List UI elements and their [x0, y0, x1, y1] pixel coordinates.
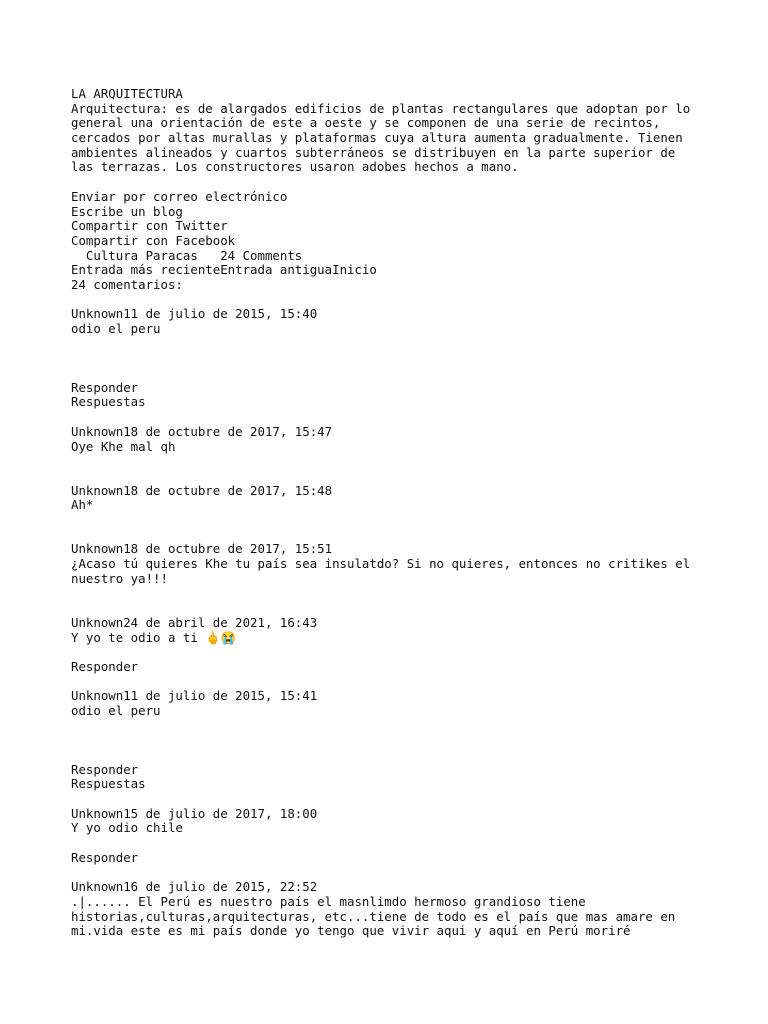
- share-twitter-link[interactable]: Compartir con Twitter: [71, 218, 228, 234]
- thread-reply-button[interactable]: Responder: [71, 849, 139, 865]
- share-email-link[interactable]: Enviar por correo electrónico: [71, 188, 288, 204]
- reply-text: Y yo odio chile: [71, 820, 183, 836]
- document-page: [71, 87, 711, 939]
- comment-text: historias,culturas,arquitecturas, etc...tiene de todo es el país que mas amare en: [71, 908, 676, 924]
- home-link[interactable]: Inicio: [332, 262, 377, 278]
- share-facebook-link[interactable]: Compartir con Facebook: [71, 232, 236, 248]
- reply-button[interactable]: Responder: [71, 379, 139, 395]
- comment-header: Unknown11 de julio de 2015, 15:40: [71, 306, 318, 322]
- spacer: [71, 586, 711, 615]
- spacer: [71, 645, 711, 660]
- replies-label: Respuestas: [71, 776, 146, 792]
- older-post-link[interactable]: Entrada antigua: [220, 262, 333, 278]
- reply-text: ¿Acaso tú quieres Khe tu país sea insulatdo? Si no quieres, entonces no critikes el: [71, 556, 691, 572]
- comments-count: 24 comentarios:: [71, 276, 183, 292]
- article-body-line: las terrazas. Los constructores usaron adobes hechos a mano.: [71, 159, 519, 175]
- reply-header: Unknown15 de julio de 2017, 18:00: [71, 805, 318, 821]
- reply-button[interactable]: Responder: [71, 761, 139, 777]
- comment-text: odio el peru: [71, 702, 161, 718]
- spacer: [71, 175, 711, 190]
- spacer: [71, 337, 711, 381]
- comment-text: odio el peru: [71, 321, 161, 336]
- spacer: [71, 513, 711, 542]
- reply-header: Unknown18 de octubre de 2017, 15:48: [71, 482, 333, 498]
- spacer: [71, 866, 711, 881]
- blog-pager: [71, 263, 711, 278]
- spacer: [71, 792, 711, 807]
- comment-text: mi.vida este es mi país donde yo tengo que vivir aqui y aquí en Perú moriré: [71, 923, 631, 939]
- spacer: [71, 293, 711, 308]
- spacer: [71, 675, 711, 690]
- spacer: [71, 836, 711, 851]
- reply-text: Ah*: [71, 497, 94, 513]
- share-blog-link[interactable]: Escribe un blog: [71, 203, 183, 219]
- article-title: LA ARQUITECTURA: [71, 86, 183, 101]
- comment-header: Unknown11 de julio de 2015, 15:41: [71, 688, 318, 704]
- article-body-line: Arquitectura: es de alargados edificios de plantas rectangulares que adoptan por lo: [71, 100, 691, 116]
- newer-post-link[interactable]: Entrada más reciente: [71, 262, 221, 278]
- reply-text: Y yo te odio a ti 🖕😭: [71, 629, 237, 645]
- article-body-line: ambientes alineados y cuartos subterráneos se distribuyen en la parte superior de: [71, 144, 676, 160]
- replies-label: Respuestas: [71, 394, 146, 410]
- reply-header: Unknown18 de octubre de 2017, 15:47: [71, 423, 333, 439]
- comment-text: .|...... El Perú es nuestro país el masnlimdo hermoso grandioso tiene: [71, 893, 586, 909]
- spacer: [71, 719, 711, 763]
- spacer: [71, 454, 711, 483]
- reply-header: Unknown24 de abril de 2021, 16:43: [71, 614, 318, 630]
- spacer: [71, 410, 711, 425]
- reply-text: nuestro ya!!!: [71, 570, 168, 586]
- article-body-line: general una orientación de este a oeste y se componen de una serie de recintos,: [71, 115, 661, 131]
- post-labels-line[interactable]: Cultura Paracas 24 Comments: [71, 247, 303, 263]
- thread-reply-button[interactable]: Responder: [71, 658, 139, 674]
- article-body-line: cercados por altas murallas y plataformas cuya altura aumenta gradualmente. Tienen: [71, 130, 683, 146]
- reply-text: Oye Khe mal qh: [71, 438, 176, 454]
- reply-header: Unknown18 de octubre de 2017, 15:51: [71, 541, 333, 557]
- comment-header: Unknown16 de julio de 2015, 22:52: [71, 879, 318, 895]
